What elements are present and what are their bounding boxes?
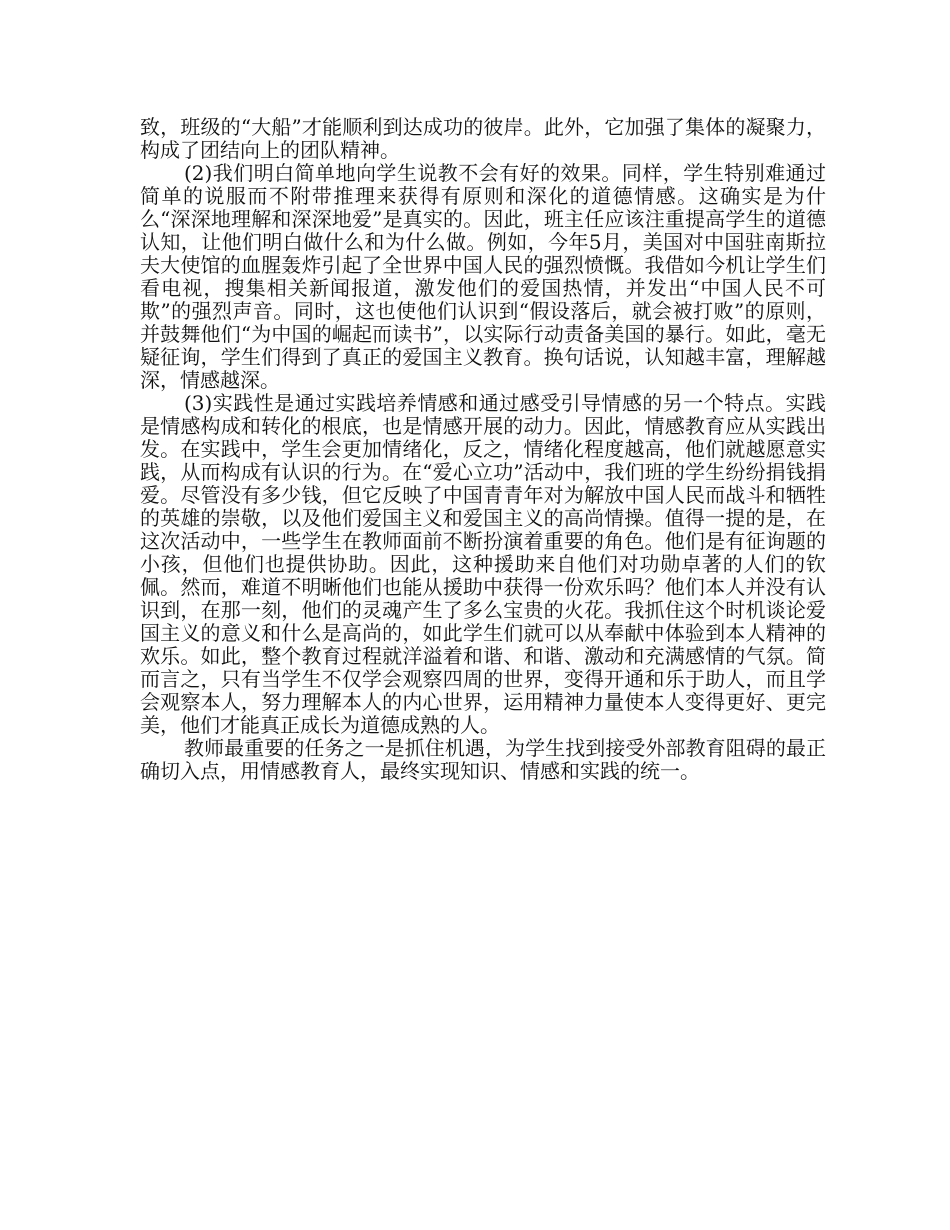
body-text (140, 116, 826, 783)
paragraph-point-3: (3)实践性是通过实践培养情感和通过感受引导情感的另一个特点。实践是情感构成和转化的根底，也是情感开展的动力。因此，情感教育应从实践出发。在实践中，学生会更加情绪化，反之，情绪化程度越高，他们就越愿意实践，从而构成有认识的行为。在“爱心立功”活动中，我们班的学生纷纷捐钱捐爱。尽管没有多少钱，但它反映了中国青青年对为解放中国人民而战斗和牺牲的英雄的崇敬，以及他们爱国主义和爱国主义的高尚情操。值得一提的是，在这次活动中，一些学生在教师面前不断扮演着重要的角色。他们是有征询题的小孩，但他们也提供协助。因此，这种援助来自他们对功勋卓著的人们的钦佩。然而，难道不明晰他们也能从援助中获得一份欢乐吗？他们本人并没有认识到，在那一刻，他们的灵魂产生了多么宝贵的火花。我抓住这个时机谈论爱国主义的意义和什么是高尚的，如此学生们就可以从奉献中体验到本人精神的欢乐。如此，整个教育过程就洋溢着和谐、和谐、激动和充满感情的气氛。简而言之，只有当学生不仅学会观察四周的世界，变得开通和乐于助人，而且学会观察本人，努力理解本人的内心世界，运用精神力量使本人变得更好、更完美，他们才能真正成长为道德成熟的人。 (140, 391, 826, 737)
paragraph-continuation: 致，班级的“大船”才能顺利到达成功的彼岸。此外，它加强了集体的凝聚力，构成了团结向上的团队精神。 (140, 115, 826, 162)
paragraph-point-2: (2)我们明白简单地向学生说教不会有好的效果。同样，学生特别难通过简单的说服而不附带推理来获得有原则和深化的道德情感。这确实是为什么“深深地理解和深深地爱”是真实的。因此，班主任应该注重提高学生的道德认知，让他们明白做什么和为什么做。例如，今年5月，美国对中国驻南斯拉夫大使馆的血腥轰炸引起了全世界中国人民的强烈愤慨。我借如今机让学生们看电视，搜集相关新闻报道，激发他们的爱国热情，并发出“中国人民不可欺”的强烈声音。同时，这也使他们认识到“假设落后，就会被打败”的原则，并鼓舞他们“为中国的崛起而读书”，以实际行动责备美国的暴行。如此，毫无疑征询，学生们得到了真正的爱国主义教育。换句话说，认知越丰富，理解越深，情感越深。 (140, 161, 826, 392)
paragraph-conclusion: 教师最重要的任务之一是抓住机遇，为学生找到接受外部教育阻碍的最正确切入点，用情感教育人，最终实现知识、情感和实践的统一。 (140, 736, 826, 783)
